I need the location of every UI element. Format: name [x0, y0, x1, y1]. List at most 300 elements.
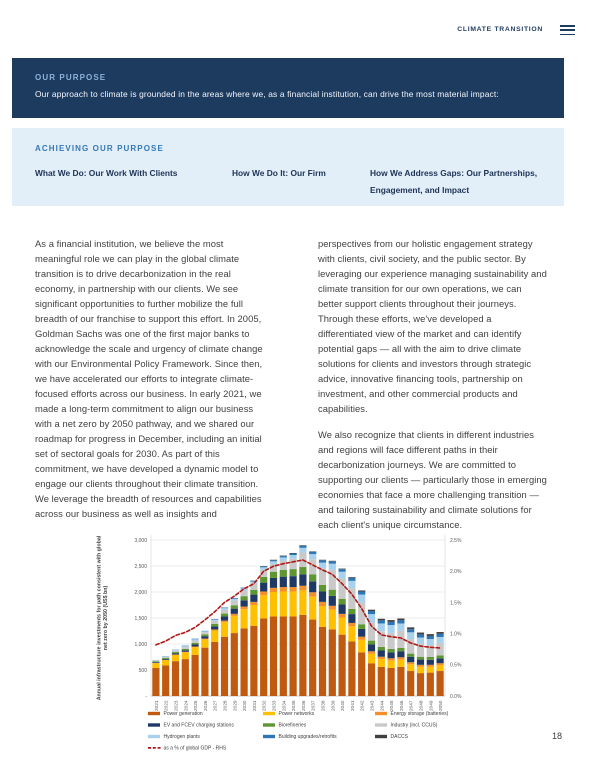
x-tick-label: 2047	[408, 700, 414, 711]
bar-segment	[299, 615, 306, 696]
bar-segment	[280, 570, 287, 577]
bar-segment	[309, 581, 316, 592]
bar-segment	[260, 577, 267, 583]
bar-segment	[397, 619, 404, 621]
bar-segment	[280, 587, 287, 591]
legend-item	[148, 723, 234, 729]
bar-segment	[172, 651, 179, 652]
x-tick-label: 2043	[369, 700, 375, 711]
x-tick-label: 2029	[232, 700, 238, 711]
x-tick-label: 2028	[222, 700, 228, 711]
bar-segment	[358, 640, 365, 652]
bar-segment	[319, 585, 326, 592]
body-right-column	[318, 236, 548, 543]
bar-segment	[427, 660, 434, 665]
bar-segment	[417, 633, 424, 635]
bar-segment	[309, 592, 316, 596]
bar-segment	[348, 623, 355, 626]
bar-segment	[437, 655, 444, 658]
x-tick-label: 2023	[173, 700, 179, 711]
bar-segment	[437, 665, 444, 671]
bar-segment	[182, 652, 189, 653]
left-axis-tick: 2,000	[134, 589, 147, 596]
bar-segment	[427, 639, 434, 645]
bar-segment	[201, 632, 208, 634]
bar-segment	[211, 624, 218, 626]
legend-item	[263, 711, 315, 717]
bar-segment	[378, 659, 385, 667]
paragraph: As a financial institution, we believe the most meaningful role we can play in the global climate transition is to drive decarbonization in the real economy, in partnership with our clients. We see significant opportunities to further mobilize the full breadth of our franchise to support this effort. In 2005, Goldman Sachs was one of the first major banks to acknowledge the scale and urgency of climate change with our Environmental Policy Framework. Since then, we have accelerated our efforts to integrate climate-focused efforts across our business. In early 2021, we made a long-term commitment to align our business with a net zero by 2050 pathway, and we shared our roadmap for progress in December, including an initial set of sectoral goals for 2030. As part of this commitment, we have developed a dynamic model to engage our clients throughout their climate transition. We leverage the breadth of resources and capabilities across our business as well as insights and	[35, 238, 263, 519]
bar-segment	[339, 569, 346, 570]
bar-segment	[309, 574, 316, 581]
bar-segment	[221, 608, 228, 610]
bar-segment	[339, 604, 346, 613]
bar-segment	[270, 572, 277, 578]
bar-segment	[192, 647, 199, 655]
bar-segment	[221, 621, 228, 623]
bar-segment	[358, 629, 365, 637]
bar-segment	[378, 651, 385, 657]
bar-segment	[339, 635, 346, 696]
bar-segment	[407, 639, 414, 654]
bar-segment	[378, 619, 385, 621]
body-left-column	[35, 236, 269, 532]
bar-segment	[201, 639, 208, 647]
bar-segment	[152, 661, 159, 662]
legend-item	[263, 734, 337, 740]
bar-segment	[221, 614, 228, 617]
bar-segment	[407, 664, 414, 671]
bar-segment	[427, 665, 434, 667]
bar-segment	[201, 631, 208, 632]
bar-segment	[417, 657, 424, 660]
bar-segment	[211, 620, 218, 621]
bar-segment	[309, 551, 316, 552]
bar-segment	[290, 559, 297, 569]
bar-segment	[162, 665, 169, 696]
bar-segment	[407, 671, 414, 696]
page-number: 18	[551, 731, 562, 741]
legend-item	[375, 711, 449, 717]
bar-segment	[309, 597, 316, 620]
pillar-what-we-do: What We Do: Our Work With Clients	[35, 168, 178, 178]
bar-segment	[358, 591, 365, 594]
bar-segment	[270, 616, 277, 696]
x-tick-label: 2049	[428, 700, 434, 711]
bar-segment	[192, 643, 199, 645]
x-tick-label: 2021	[153, 700, 159, 711]
bar-segment	[388, 633, 395, 649]
bar-segment	[339, 569, 346, 572]
bar-segment	[427, 657, 434, 660]
bar-segment	[221, 637, 228, 696]
legend-item-gdp-line	[148, 746, 227, 752]
bar-segment	[319, 602, 326, 606]
bar-segment	[182, 649, 189, 650]
bar-segment	[427, 634, 434, 636]
x-tick-label: 2025	[193, 700, 199, 711]
svg-text:Hydrogen plants: Hydrogen plants	[163, 734, 200, 740]
bar-segment	[290, 587, 297, 591]
bar-segment	[397, 667, 404, 696]
bar-segment	[378, 620, 385, 623]
bar-segment	[388, 652, 395, 658]
bar-segment	[221, 616, 228, 620]
bar-segment	[319, 606, 326, 627]
bar-segment	[339, 572, 346, 579]
svg-text:Industry (incl. CCUS): Industry (incl. CCUS)	[390, 722, 438, 729]
bar-segment	[437, 634, 444, 637]
bar-segment	[368, 611, 375, 614]
left-axis-tick: -	[145, 693, 147, 700]
x-tick-label: 2035	[291, 700, 297, 711]
svg-text:DACCS: DACCS	[390, 734, 409, 740]
bar-segment	[407, 662, 414, 664]
bar-segment	[162, 659, 169, 660]
bar-segment	[388, 625, 395, 633]
bar-segment	[427, 636, 434, 639]
bar-segment	[231, 599, 238, 601]
bar-segment	[437, 663, 444, 665]
bar-segment	[192, 646, 199, 647]
bar-segment	[348, 626, 355, 641]
bar-segment	[280, 591, 287, 616]
bar-segment	[397, 648, 404, 651]
hamburger-menu-icon[interactable]	[560, 25, 575, 37]
pillar-how-we-address-gaps: How We Address Gaps: Our Partnerships, Engagement, and Impact	[370, 168, 538, 195]
x-tick-label: 2041	[349, 700, 355, 711]
x-tick-label: 2022	[163, 700, 169, 711]
bar-segment	[280, 556, 287, 557]
bar-segment	[417, 673, 424, 696]
bar-segment	[270, 561, 277, 564]
bar-segment	[241, 600, 248, 606]
bar-segment	[348, 581, 355, 588]
bar-segment	[201, 634, 208, 636]
bar-segment	[437, 632, 444, 634]
bar-segment	[172, 653, 179, 654]
right-axis-tick: 2.5%	[450, 537, 462, 544]
y-axis-label: Annual infrastructure investments for path consistent with globalnet zero by 2050 (US$ bn)	[96, 535, 110, 701]
bar-segment	[172, 661, 179, 696]
bar-segment	[290, 616, 297, 696]
bar-segment	[358, 637, 365, 640]
bar-segment	[172, 652, 179, 653]
bar-segment	[299, 574, 306, 585]
bar-segment	[182, 652, 189, 659]
bar-segment	[241, 628, 248, 696]
bar-segment	[397, 657, 404, 659]
bar-segment	[270, 588, 277, 592]
bar-segment	[388, 622, 395, 625]
bar-segment	[221, 622, 228, 637]
svg-text:Energy storage (batteries): Energy storage (batteries)	[390, 711, 449, 717]
legend-item	[263, 723, 307, 729]
bar-segment	[397, 623, 404, 630]
x-tick-label: 2032	[261, 700, 267, 711]
svg-text:EV and FCEV charging stations: EV and FCEV charging stations	[163, 722, 234, 729]
achieving-purpose-band	[12, 128, 564, 206]
bar-segment	[437, 643, 444, 655]
bar-segment	[329, 564, 336, 570]
our-purpose-heading: OUR PURPOSE	[35, 73, 107, 82]
bar-segment	[290, 591, 297, 616]
bar-segment	[231, 601, 238, 606]
x-tick-label: 2034	[281, 700, 287, 711]
bar-segment	[260, 591, 267, 595]
x-tick-label: 2030	[242, 700, 248, 711]
bar-segment	[319, 560, 326, 562]
x-tick-label: 2038	[320, 700, 326, 711]
bar-segment	[290, 569, 297, 576]
right-axis-tick: 0.0%	[450, 693, 462, 700]
bar-segment	[388, 649, 395, 652]
right-axis-tick: 1.5%	[450, 600, 462, 607]
x-tick-label: 2040	[340, 700, 346, 711]
chart-figure	[93, 528, 471, 770]
bar-segment	[378, 647, 385, 651]
bar-segment	[221, 610, 228, 614]
bar-segment	[378, 623, 385, 631]
left-axis-tick: 1,000	[134, 641, 147, 648]
bar-segment	[329, 606, 336, 610]
bar-segment	[329, 629, 336, 696]
bar-segment	[417, 667, 424, 673]
left-axis-tick: 1,500	[134, 615, 147, 622]
bar-segment	[152, 663, 159, 668]
bar-segment	[319, 563, 326, 569]
bar-segment	[231, 633, 238, 696]
left-axis-tick: 2,500	[134, 563, 147, 570]
bar-segment	[270, 560, 277, 561]
x-tick-label: 2037	[310, 700, 316, 711]
bar-segment	[280, 577, 287, 587]
x-tick-label: 2048	[418, 700, 424, 711]
bar-segment	[250, 626, 257, 696]
svg-text:Biorefineries: Biorefineries	[278, 722, 307, 729]
bar-segment	[211, 642, 218, 696]
x-tick-label: 2039	[330, 700, 336, 711]
bar-segment	[152, 660, 159, 661]
svg-text:Power networks: Power networks	[278, 711, 315, 717]
bar-segment	[211, 629, 218, 630]
bar-segment	[270, 578, 277, 588]
x-tick-label: 2044	[379, 700, 385, 711]
bar-segment	[280, 561, 287, 570]
bar-segment	[162, 656, 169, 657]
bar-segment	[201, 648, 208, 696]
bar-segment	[192, 639, 199, 640]
bar-segment	[231, 609, 238, 614]
svg-text:Power generation: Power generation	[163, 711, 203, 717]
right-axis-tick: 1.0%	[450, 631, 462, 638]
bar-segment	[290, 554, 297, 556]
left-axis-tick: 3,000	[134, 537, 147, 544]
bar-segment	[309, 620, 316, 696]
bar-segment	[339, 617, 346, 634]
bar-segment	[152, 661, 159, 662]
bar-segment	[368, 654, 375, 663]
bar-segment	[319, 591, 326, 601]
bar-segment	[192, 639, 199, 640]
bar-segment	[348, 577, 355, 578]
right-axis-tick: 0.5%	[450, 662, 462, 669]
bar-segment	[260, 583, 267, 592]
achieving-purpose-heading: ACHIEVING OUR PURPOSE	[35, 144, 164, 153]
bar-segment	[339, 614, 346, 618]
bar-segment	[172, 650, 179, 651]
bar-segment	[250, 605, 257, 626]
bar-segment	[388, 668, 395, 696]
bar-segment	[407, 654, 414, 657]
bar-segment	[319, 627, 326, 696]
bar-segment	[417, 665, 424, 667]
left-axis-tick: 500	[138, 667, 147, 674]
bar-segment	[407, 629, 414, 632]
svg-text:Building upgrades/retrofits: Building upgrades/retrofits	[278, 734, 337, 740]
legend-item	[375, 734, 409, 740]
x-tick-label: 2042	[359, 700, 365, 711]
bar-segment	[211, 621, 218, 624]
infrastructure-investment-chart	[93, 528, 471, 770]
bar-segment	[182, 659, 189, 696]
bar-segment	[437, 671, 444, 696]
bar-segment	[329, 561, 336, 562]
bar-segment	[260, 619, 267, 696]
bar-segment	[319, 560, 326, 561]
bar-segment	[407, 657, 414, 662]
bar-segment	[182, 647, 189, 649]
bar-segment	[397, 660, 404, 667]
bar-segment	[250, 595, 257, 602]
bar-segment	[358, 590, 365, 591]
x-tick-label: 2027	[212, 700, 218, 711]
bar-segment	[182, 646, 189, 647]
bar-segment	[368, 663, 375, 696]
bar-segment	[417, 634, 424, 637]
bar-segment	[348, 641, 355, 696]
bar-segment	[231, 605, 238, 608]
x-tick-label: 2045	[389, 700, 395, 711]
bar-segment	[378, 657, 385, 659]
bar-segment	[211, 619, 218, 620]
bar-segment	[290, 576, 297, 587]
bar-segment	[211, 626, 218, 629]
bar-segment	[241, 607, 248, 610]
bar-segment	[309, 552, 316, 554]
x-tick-label: 2046	[398, 700, 404, 711]
bar-segment	[299, 590, 306, 614]
our-purpose-band	[12, 58, 564, 118]
bar-segment	[260, 595, 267, 618]
bar-segment	[407, 632, 414, 639]
svg-text:as a % of global GDP - RHS: as a % of global GDP - RHS	[163, 745, 227, 752]
bar-segment	[221, 607, 228, 608]
bar-segment	[280, 557, 287, 560]
bar-segment	[437, 658, 444, 663]
bar-segment	[339, 599, 346, 605]
x-tick-label: 2031	[251, 700, 257, 711]
bar-segment	[388, 661, 395, 668]
x-tick-label: 2024	[183, 700, 189, 711]
bar-segment	[162, 658, 169, 659]
x-tick-label: 2036	[300, 700, 306, 711]
bar-segment	[397, 620, 404, 623]
bar-segment	[270, 560, 277, 561]
bar-segment	[358, 624, 365, 629]
bar-segment	[231, 614, 238, 616]
bar-segment	[368, 651, 375, 654]
bar-segment	[348, 614, 355, 623]
bar-segment	[231, 616, 238, 633]
bar-segment	[192, 655, 199, 696]
bar-segment	[201, 636, 208, 638]
bar-segment	[152, 662, 159, 663]
bar-segment	[348, 578, 355, 581]
our-purpose-text: Our approach to climate is grounded in the areas where we, as a financial institution, can drive the most material impact:	[35, 89, 499, 99]
bar-segment	[182, 650, 189, 652]
bar-segment	[241, 609, 248, 628]
bar-segment	[241, 596, 248, 600]
bar-segment	[299, 567, 306, 574]
bar-segment	[358, 652, 365, 696]
bar-segment	[427, 667, 434, 673]
bar-segment	[417, 660, 424, 665]
bar-segment	[192, 641, 199, 643]
legend-item	[148, 734, 200, 740]
legend-item	[375, 723, 438, 729]
bar-segment	[388, 658, 395, 660]
bar-segment	[329, 596, 336, 606]
bar-segment	[388, 620, 395, 622]
bar-segment	[299, 546, 306, 548]
bar-segment	[309, 554, 316, 559]
bar-segment	[397, 651, 404, 657]
bar-segment	[270, 592, 277, 616]
site-title[interactable]: CLIMATE TRANSITION	[457, 26, 543, 33]
paragraph: perspectives from our holistic engagement strategy with clients, civil society, and the public sector. By leveraging our experience managing sustainability and climate transition for our own operations, we can better support clients throughout their journeys. Through these efforts, we've developed a differentiated view of the market and can identify potential gaps — all with the aim to drive climate solutions for clients and investors through strategic advice, innovative financing tools, partnership on investment, and other commercial products and capabilities.	[318, 238, 547, 414]
bar-segment	[368, 610, 375, 611]
bar-segment	[201, 639, 208, 640]
bar-segment	[162, 660, 169, 665]
pillar-how-we-do-it: How We Do It: Our Firm	[232, 168, 326, 178]
bar-segment	[211, 630, 218, 641]
bar-segment	[290, 553, 297, 554]
bar-segment	[250, 590, 257, 595]
bar-segment	[162, 657, 169, 658]
bar-segment	[152, 668, 159, 696]
bar-segment	[299, 548, 306, 553]
bar-segment	[329, 561, 336, 563]
bar-segment	[260, 566, 267, 567]
right-axis-tick: 2.0%	[450, 569, 462, 576]
x-tick-label: 2026	[202, 700, 208, 711]
bar-segment	[329, 590, 336, 596]
x-tick-label: 2033	[271, 700, 277, 711]
bar-segment	[192, 644, 199, 646]
bar-segment	[437, 637, 444, 643]
bar-segment	[299, 545, 306, 546]
paragraph: We also recognize that clients in different industries and regions will face different paths in their decarbonization journeys. We are committed to supporting our clients — particularly those in emerging economies that face a more challenging transition — and tailoring sustainability and climate solutions for each client's unique circumstance.	[318, 429, 547, 530]
bar-segment	[358, 595, 365, 603]
bar-segment	[368, 645, 375, 652]
bar-segment	[368, 641, 375, 645]
bar-segment	[299, 586, 306, 591]
x-tick-label: 2050	[438, 700, 444, 711]
bar-segment	[427, 673, 434, 696]
bar-segment	[329, 610, 336, 630]
bar-segment	[378, 667, 385, 696]
